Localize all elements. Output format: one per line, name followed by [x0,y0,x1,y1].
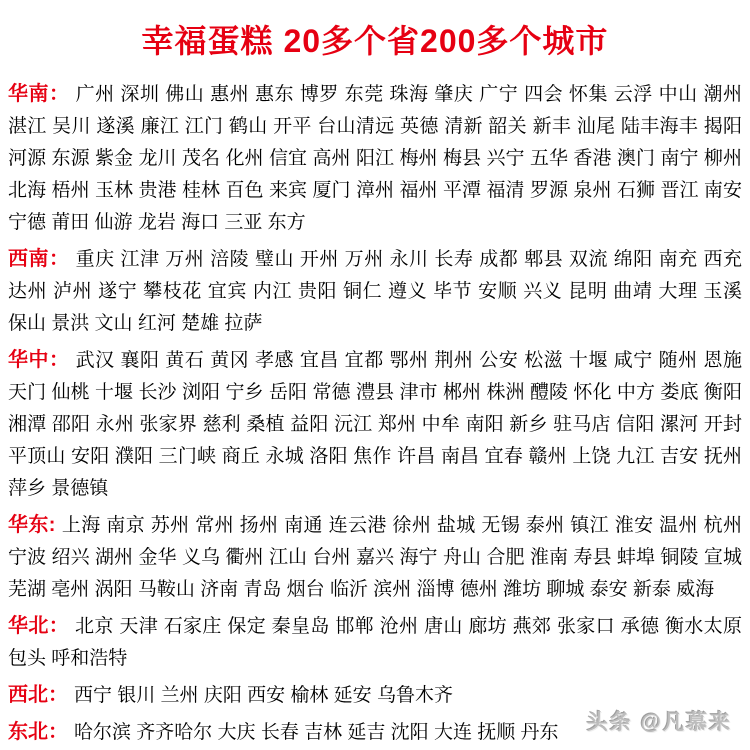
region-section [8,243,742,340]
region-label: 华南： [8,83,70,105]
region-label: 西南： [8,248,70,270]
city-list: 上海 南京 苏州 常州 扬州 南通 连云港 徐州 盐城 无锡 泰州 镇江 淮安 温州 杭州 宁波 绍兴 湖州 金华 义乌 衢州 江山 台州 嘉兴 海宁 舟山 合肥 淮南 寿县 蚌埠 铜陵 宣城 芜湖 亳州 涡阳 马鞍山 济南 青岛 烟台 临沂 滨州 淄博 德州 潍坊 聊城 泰安 新泰 威海 [8,515,742,600]
region-section [8,78,742,239]
region-section [8,509,742,606]
region-section [8,344,742,505]
region-section [8,610,742,675]
city-list: 广州 深圳 佛山 惠州 惠东 博罗 东莞 珠海 肇庆 广宁 四会 怀集 云浮 中山 潮州 湛江 吴川 遂溪 廉江 江门 鹤山 开平 台山清远 英德 清新 韶关 新丰 汕尾 陆丰海丰 揭阳 河源 东源 紫金 龙川 茂名 化州 信宜 高州 阳江 梅州 梅县 兴宁 五华 香港 澳门 南宁 柳州 北海 梧州 玉林 贵港 桂林 百色 来宾 厦门 漳州 福州 平潭 福清 罗源 泉州 石狮 晋江 南安 宁德 莆田 仙游 龙岩 海口 三亚 东方 [8,84,743,233]
city-list: 西宁 银川 兰州 庆阳 西安 榆林 延安 乌鲁木齐 [74,685,453,706]
region-label: 华中： [8,349,70,371]
region-label: 东北： [8,721,68,743]
watermark: 头条 @凡慕来 [586,711,732,734]
city-list: 武汉 襄阳 黄石 黄冈 孝感 宜昌 宜都 鄂州 荆州 公安 松滋 十堰 咸宁 随州 恩施 天门 仙桃 十堰 长沙 浏阳 宁乡 岳阳 常德 澧县 津市 郴州 株洲 醴陵 怀化 中方 娄底 衡阳 湘潭 邵阳 永州 张家界 慈利 桑植 益阳 沅江 郑州 中牟 南阳 新乡 驻马店 信阳 漯河 开封 平顶山 安阳 濮阳 三门峡 商丘 永城 洛阳 焦作 许昌 南昌 宜春 赣州 上饶 九江 吉安 抚州 萍乡 景德镇 [8,350,743,499]
city-list: 北京 天津 石家庄 保定 秦皇岛 邯郸 沧州 唐山 廊坊 燕郊 张家口 承德 衡水太原 包头 呼和浩特 [8,616,742,669]
city-sections [8,78,742,749]
region-label: 西北： [8,684,68,706]
region-label: 华东: [8,514,56,536]
city-list: 重庆 江津 万州 涪陵 璧山 开州 万州 永川 长寿 成都 郫县 双流 绵阳 南充 西充 达州 泸州 遂宁 攀枝花 宜宾 内江 贵阳 铜仁 遵义 毕节 安顺 兴义 昆明 曲靖 大理 玉溪 保山 景洪 文山 红河 楚雄 拉萨 [8,249,743,334]
page-title: 幸福蛋糕 20多个省200多个城市 [141,23,609,59]
region-label: 华北： [8,615,70,637]
city-list: 哈尔滨 齐齐哈尔 大庆 长春 吉林 延吉 沈阳 大连 抚顺 丹东 [74,722,559,743]
